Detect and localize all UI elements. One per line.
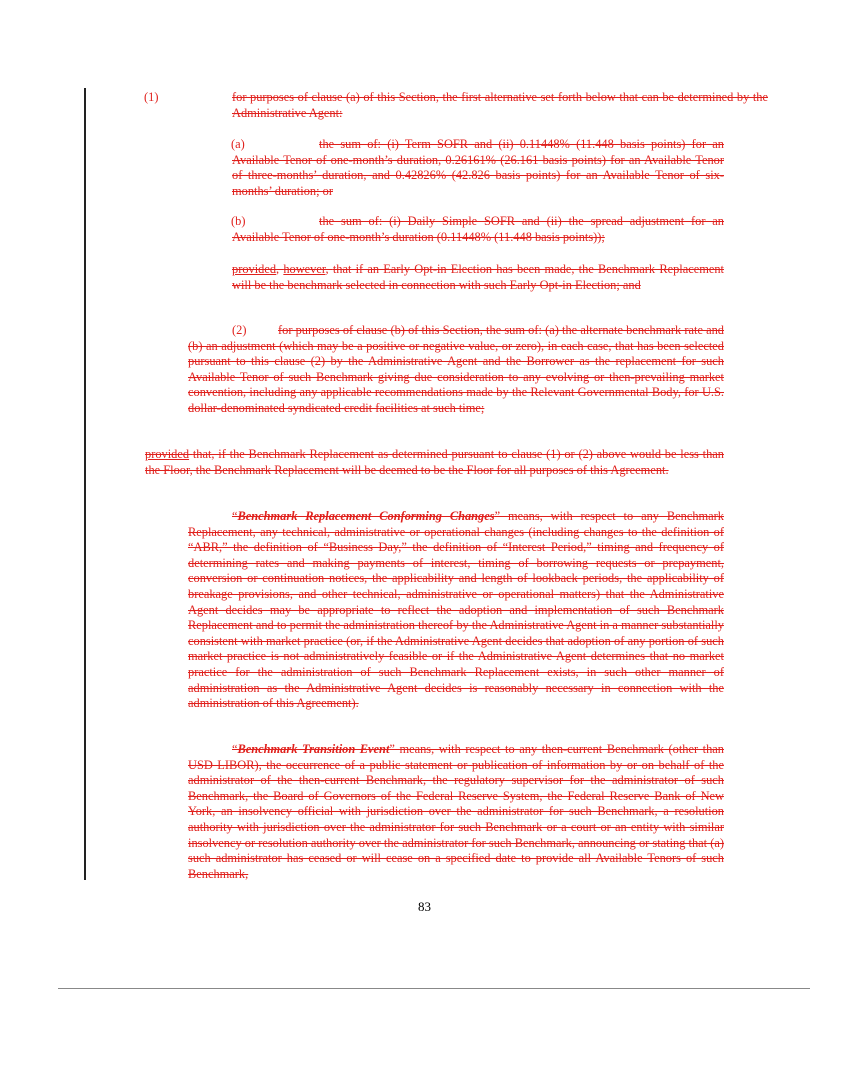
clause-a-number: (a) (231, 137, 245, 151)
clause-2-text: for purposes of clause (b) of this Section, the sum of: (a) the alternate benchmark rate and (b) an adjustment (which may be a positive or negative value, or zero), in each case, that has been selected pursuant to this clause (2) by the Administrative Agent and the Borrower as the replacement for such Available Tenor of such Benchmark giving due consideration to any evolving or then-prevailing market convention, including any applicable recommendations made by the Relevant Governmental Body, for U.S. dollar-denominated syndicated credit facilities at such time; (188, 323, 724, 415)
definition-conforming-changes-text: means, with respect to any Benchmark Replacement, any technical, administrative or operational changes (including changes to the definition of “ABR,” the definition of “Business Day,” the definition of “Interest Period,” timing and frequency of determining rates and making payments of interest, timing of borrowing requests or prepayment, conversion or continuation notices, the applicability and length of lookback periods, the applicability of breakage provisions, and other technical, administrative or operational matters) that the Administrative Agent decides may be appropriate to reflect the adoption and implementation of such Benchmark Replacement and to permit the administration thereof by the Administrative Agent in a manner substantially consistent with market practice (or, if the Administrative Agent decides that adoption of any portion of such market practice is not administratively feasible or if the Administrative Agent determines that no market practice for the administration of such Benchmark Replacement exists, in such other manner of administration as the Administrative Agent decides is reasonably necessary in connection with the administration of this Agreement). (188, 509, 724, 711)
clause-a-text: the sum of: (i) Term SOFR and (ii) 0.11448% (11.448 basis points) for an Available Tenor of one-month’s duration, 0.26161% (26.161 basis points) for an Available Tenor of three-months’ duration, and 0.42826% (42.826 basis points) for an Available Tenor of six-months’ duration; or (232, 137, 724, 198)
defined-term-conforming-changes: Benchmark Replacement Conforming Changes (237, 509, 495, 523)
clause-b-number: (b) (231, 214, 246, 228)
clause-b-text: the sum of: (i) Daily Simple SOFR and (ii) the spread adjustment for an Available Tenor of one-month’s duration (0.11448% (11.448 basis points)); (232, 214, 724, 244)
clause-b (188, 214, 724, 245)
clause-1 (144, 90, 768, 121)
proviso-2 (145, 447, 724, 478)
revision-change-bar (84, 88, 86, 880)
clause-a (188, 137, 724, 199)
definition-transition-event-text: means, with respect to any then-current Benchmark (other than USD LIBOR), the occurrence of a public statement or publication of information by or on behalf of the administrator of the then-current Benchmark, the regulatory supervisor for the administrator of such Benchmark, the Board of Governors of the Federal Reserve System, the Federal Reserve Bank of New York, an insolvency official with jurisdiction over the administrator for such Benchmark, a resolution authority with jurisdiction over the administrator for such Benchmark or a court or an entity with similar insolvency or resolution authority over the administrator for such Benchmark, announcing or stating that (a) such administrator has ceased or will cease on a specified date to provide all Available Tenors of such Benchmark, (188, 742, 724, 881)
clause-1-text: for purposes of clause (a) of this Section, the first alternative set forth below that can be determined by the Administrative Agent: (232, 90, 768, 120)
clause-2 (188, 323, 724, 417)
definition-conforming-changes: “Benchmark Replacement Conforming Changes” means, with respect to any Benchmark Replacement, any technical, administrative or operational changes (including changes to the definition of “ABR,” the definition of “Business Day,” the definition of “Interest Period,” timing and frequency of determining rates and making payments of interest, timing of borrowing requests or prepayment, conversion or continuation notices, the applicability and length of lookback periods, the applicability of breakage provisions, and other technical, administrative or operational matters) that the Administrative Agent decides may be appropriate to reflect the adoption and implementation of such Benchmark Replacement and to permit the administration thereof by the Administrative Agent in a manner substantially consistent with market practice (or, if the Administrative Agent decides that adoption of any portion of such market practice is not administratively feasible or if the Administrative Agent determines that no market practice for the administration of such Benchmark Replacement exists, in such other manner of administration as the Administrative Agent decides is reasonably necessary in connection with the administration of this Agreement). (188, 509, 724, 711)
proviso-2-text: that, if the Benchmark Replacement as determined pursuant to clause (1) or (2) above would be less than the Floor, the Benchmark Replacement will be deemed to be the Floor for all purposes of this Agreement. (145, 447, 724, 477)
proviso-1-word-however: however (283, 262, 326, 276)
defined-term-transition-event: Benchmark Transition Event (237, 742, 390, 756)
proviso-1: provided, however, that if an Early Opt-in Election has been made, the Benchmark Replacement will be the benchmark selected in connection with such Early Opt-in Election; and (232, 262, 724, 292)
proviso-1-text: that if an Early Opt-in Election has been made, the Benchmark Replacement will be the benchmark selected in connection with such Early Opt-in Election; and (232, 262, 724, 292)
proviso-1-word-provided: provided (232, 262, 277, 276)
clause-2-number: (2) (232, 323, 247, 337)
page-number: 83 (418, 899, 431, 914)
clause-1-number: (1) (144, 90, 159, 104)
page-bottom-divider (58, 988, 810, 989)
definition-transition-event: “Benchmark Transition Event” means, with respect to any then-current Benchmark (other than USD LIBOR), the occurrence of a public statement or publication of information by or on behalf of the administrator of the then-current Benchmark, the regulatory supervisor for the administrator of such Benchmark, the Board of Governors of the Federal Reserve System, the Federal Reserve Bank of New York, an insolvency official with jurisdiction over the administrator for such Benchmark, a resolution authority with jurisdiction over the administrator for such Benchmark or a court or an entity with similar insolvency or resolution authority over the administrator for such Benchmark, announcing or stating that (a) such administrator has ceased or will cease on a specified date to provide all Available Tenors of such Benchmark, (188, 742, 724, 881)
proviso-2-word-provided: provided (145, 447, 190, 461)
